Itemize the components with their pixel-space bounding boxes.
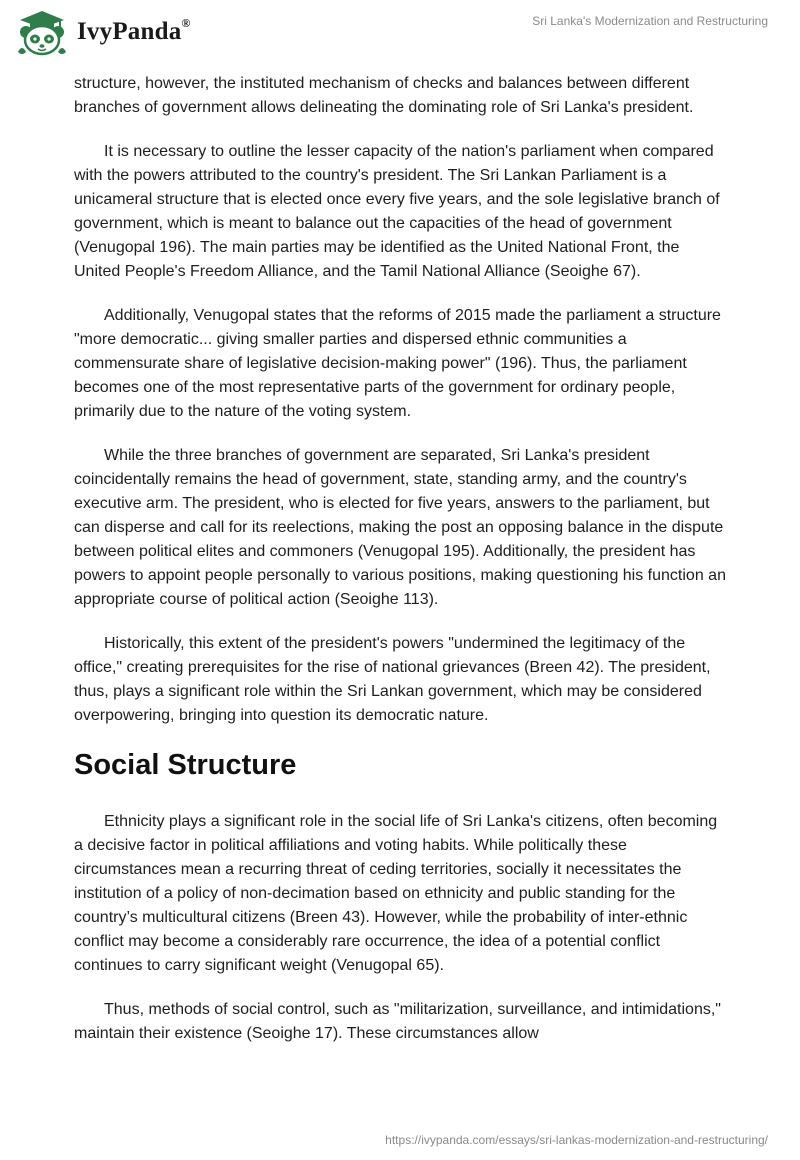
source-url[interactable]: https://ivypanda.com/essays/sri-lankas-modernization-and-restructuring/ [385,1133,768,1147]
paragraph: Additionally, Venugopal states that the reforms of 2015 made the parliament a structure "more democratic... giving smaller parties and dispersed ethnic communities a commensurate share of legislative decision-making power" (196). Thus, the parliament becomes one of the most representative parts of the government for ordinary people, primarily due to the nature of the voting system. [74,307,721,420]
paragraph: It is necessary to outline the lesser capacity of the nation's parliament when compared with the powers attributed to the country's president. The Sri Lankan Parliament is a unicameral structure that is elected once every five years, and the sole legislative branch of government, which is meant to balance out the capacities of the head of government (Venugopal 196). The main parties may be identified as the United National Front, the United People's Freedom Alliance, and the Tamil National Alliance (Seoighe 67). [74,143,720,280]
ivypanda-logo[interactable] [14,8,244,60]
registered-mark: ® [181,15,191,30]
essay-body [74,72,730,1066]
paragraph: Ethnicity plays a significant role in the social life of Sri Lanka's citizens, often becoming a decisive factor in political affiliations and voting habits. While politically these circumstances mean a recurring threat of ceding territories, socially it necessitates the institution of a policy of non-decimation based on ethnicity and public standing for the country’s multicultural citizens (Breen 43). However, while the probability of inter-ethnic conflict may become a considerably rare occurrence, the idea of a potential conflict continues to carry significant weight (Venugopal 65). [74,813,718,974]
paragraph: structure, however, the instituted mechanism of checks and balances between different branches of government allows delineating the dominating role of Sri Lanka's president. [74,75,694,116]
brand-name [77,15,191,46]
paragraph: Thus, methods of social control, such as "militarization, surveillance, and intimidations," maintain their existence (Seoighe 17). These circumstances allow [74,1001,721,1042]
section-heading: Social Structure [74,749,297,781]
running-title: Sri Lanka's Modernization and Restructuring [532,14,768,28]
panda-graduate-icon [14,8,70,58]
paragraph: While the three branches of government are separated, Sri Lanka's president coincidentally remains the head of government, state, standing army, and the country's executive arm. The president, who is elected for five years, answers to the parliament, but can disperse and call for its reelections, making the post an opposing balance in the dispute between political elites and commoners (Venugopal 195). Additionally, the president has powers to appoint people personally to various positions, making questioning his function an appropriate course of political action (Seoighe 113). [74,447,726,608]
page-header [0,0,800,70]
paragraph: Historically, this extent of the president's powers "undermined the legitimacy of the office," creating prerequisites for the rise of national grievances (Breen 42). The president, thus, plays a significant role within the Sri Lankan government, which may be considered overpowering, bringing into question its democratic nature. [74,635,711,724]
brand-text: IvyPanda [77,18,182,45]
